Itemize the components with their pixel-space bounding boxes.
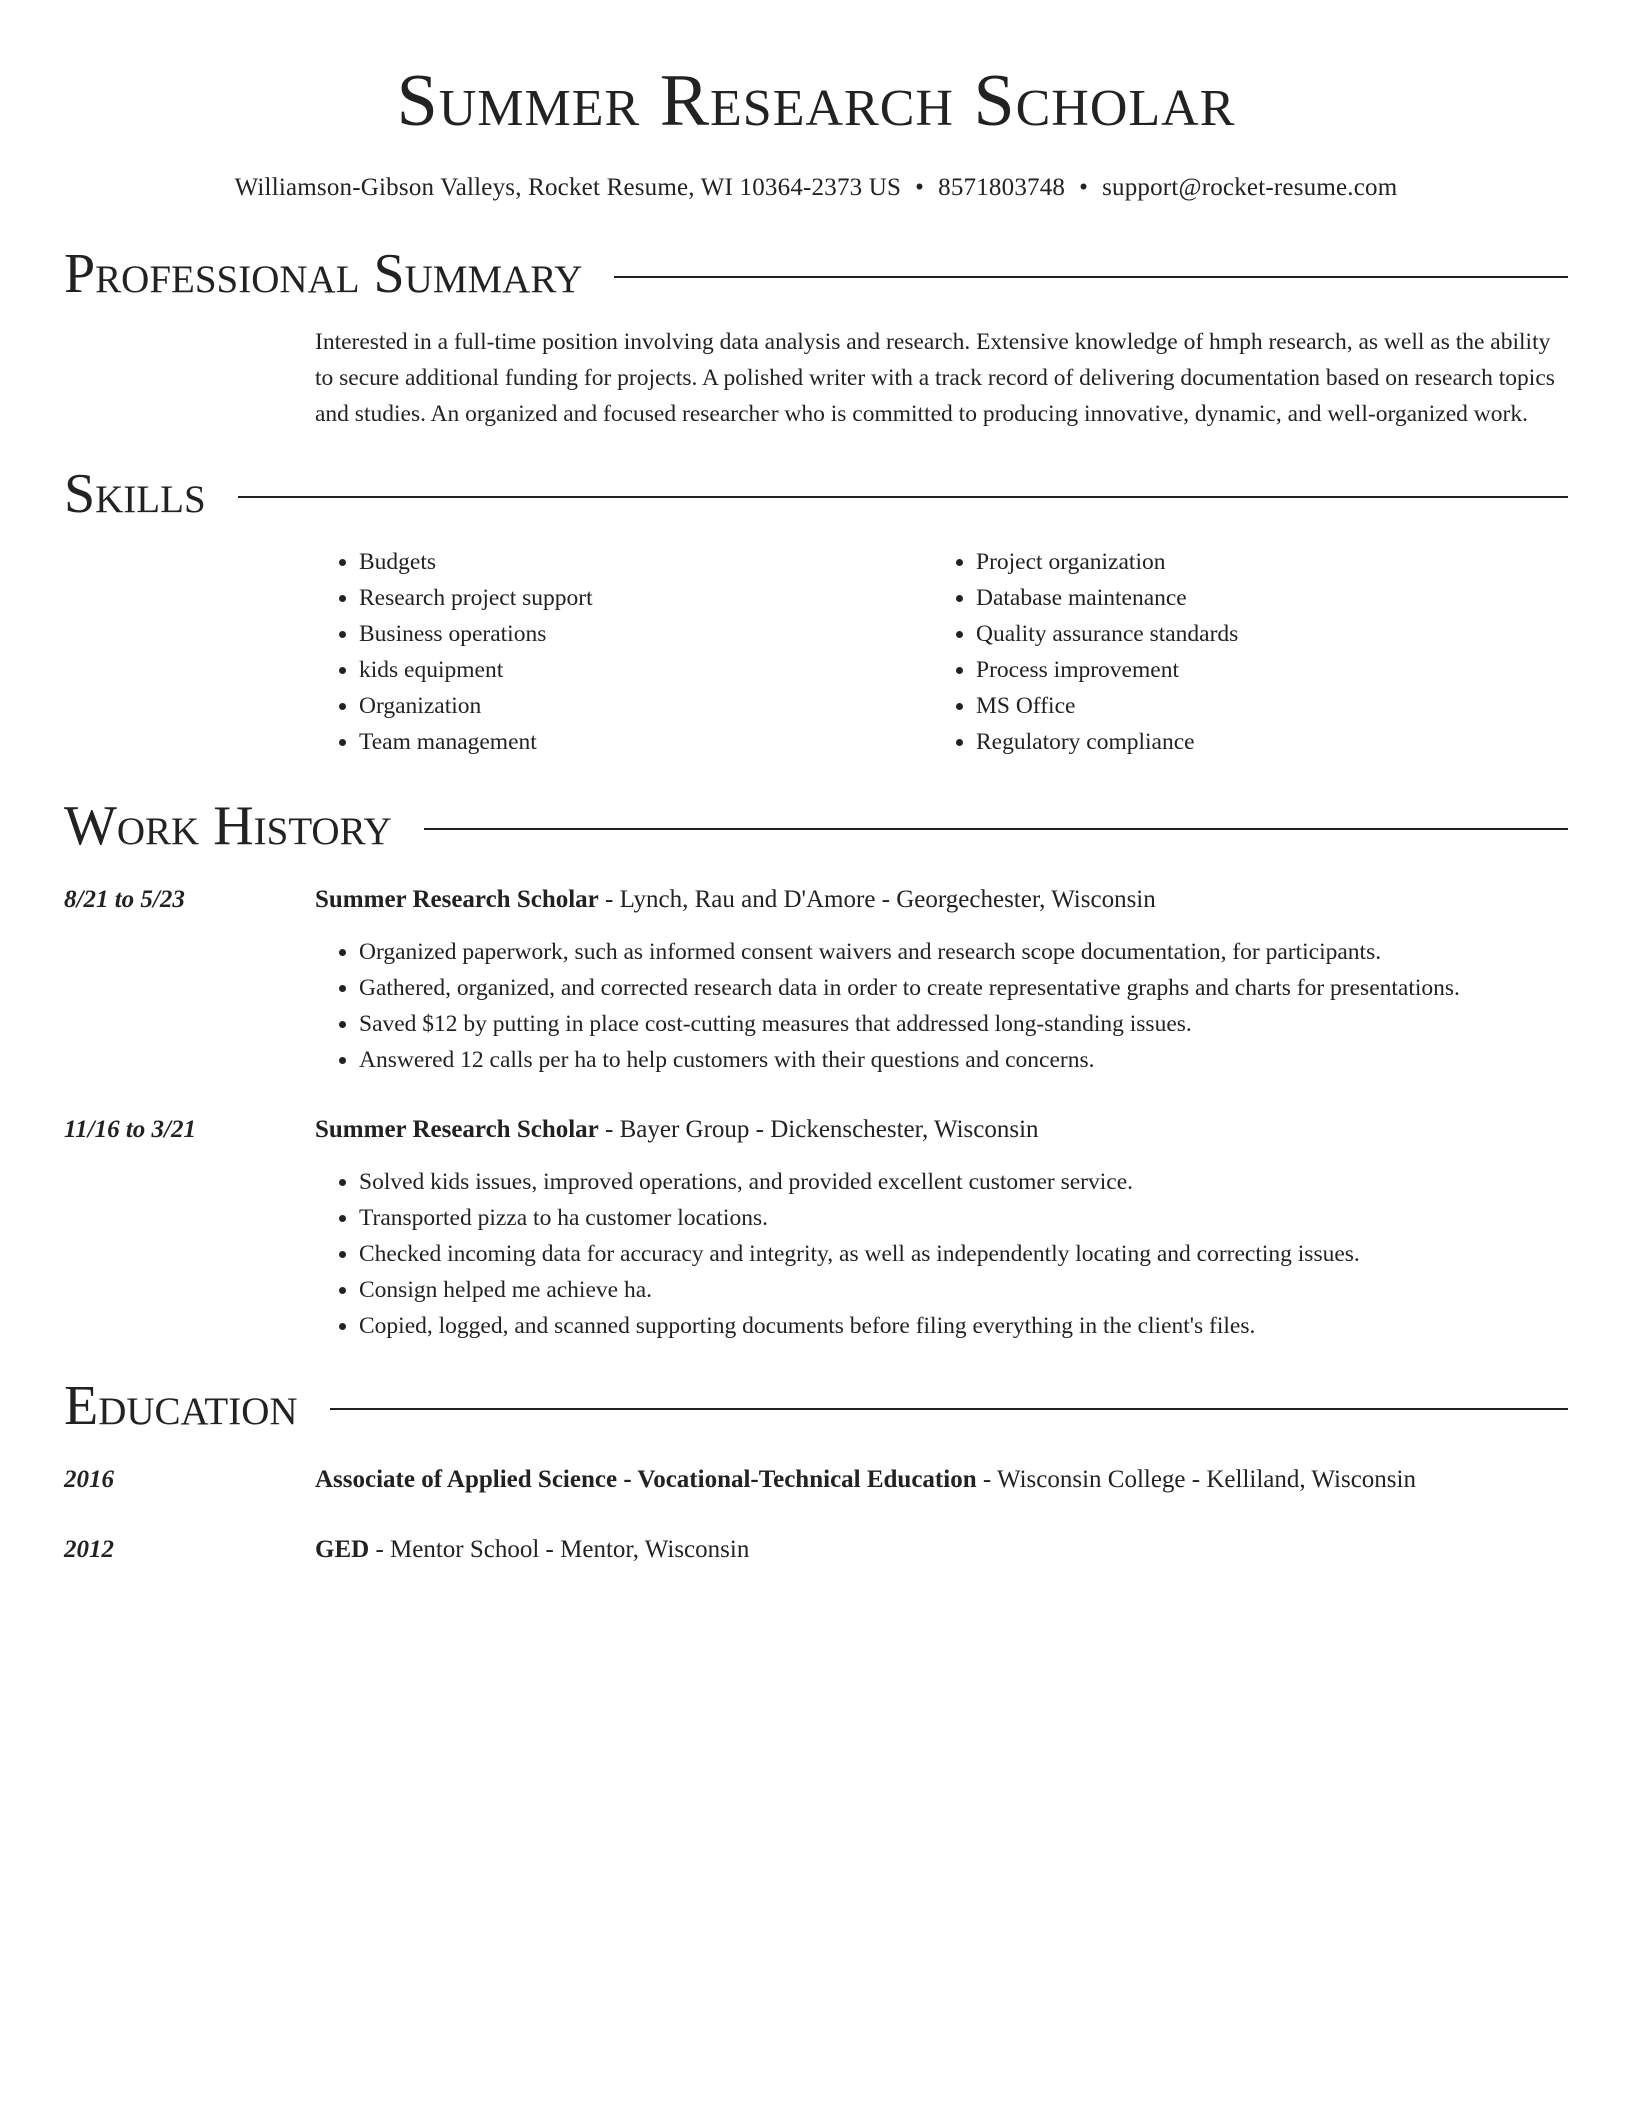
skill-item: • Team management xyxy=(359,724,932,760)
contact-email[interactable]: support@rocket-resume.com xyxy=(1102,174,1398,201)
skills-column-left xyxy=(315,544,932,760)
job-duty: • Saved $12 by putting in place cost-cutting measures that addressed long-standing issues. xyxy=(359,1006,1568,1042)
skill-item: • Research project support xyxy=(359,580,932,616)
job-duties xyxy=(315,1164,1568,1344)
skills-heading: Skills xyxy=(64,463,206,525)
job-title: Summer Research Scholar xyxy=(315,1116,599,1143)
skill-item: • Project organization xyxy=(976,544,1549,580)
summary-text: Interested in a full-time position involving data analysis and research. Extensive knowledge of hmph research, as well as the ability to secure additional funding for projects. A polished writer with a track record of delivering documentation based on research topics and studies. An organized and focused researcher who is committed to producing innovative, dynamic, and well-organized work. xyxy=(315,329,1555,427)
skills-column-right xyxy=(932,544,1549,760)
skill-item: • Regulatory compliance xyxy=(976,724,1549,760)
job-title-line xyxy=(315,882,1156,918)
education-line xyxy=(315,1532,749,1568)
candidate-name: Summer Research Scholar xyxy=(396,60,1236,142)
education-section-heading xyxy=(64,1375,1568,1437)
contact-separator: • xyxy=(1079,174,1089,201)
job-dates: 11/16 to 3/21 xyxy=(64,1116,196,1143)
job-title: Summer Research Scholar xyxy=(315,886,599,913)
job-duty: • Checked incoming data for accuracy and integrity, as well as independently locating and correcting issues. xyxy=(359,1236,1568,1272)
skill-item: • Budgets xyxy=(359,544,932,580)
job-duty: • Transported pizza to ha customer locations. xyxy=(359,1200,1568,1236)
job-title-line xyxy=(315,1112,1039,1148)
education-year: 2016 xyxy=(64,1466,114,1493)
section-divider xyxy=(330,1408,1568,1410)
contact-phone: 8571803748 xyxy=(938,174,1066,201)
education-heading: Education xyxy=(64,1375,298,1437)
work-section-heading xyxy=(64,795,1568,857)
resume-page xyxy=(64,0,1568,1568)
skill-item: • Database maintenance xyxy=(976,580,1549,616)
job-employer: - Bayer Group - Dickenschester, Wisconsin xyxy=(598,1116,1039,1143)
education-degree: Associate of Applied Science - Vocational-Technical Education xyxy=(315,1466,977,1493)
education-entry xyxy=(64,1532,1568,1568)
education-degree: GED xyxy=(315,1536,370,1563)
contact-address: Williamson-Gibson Valleys, Rocket Resume, WI 10364-2373 US xyxy=(234,174,902,201)
job-duty: • Copied, logged, and scanned supporting documents before filing everything in the client's files. xyxy=(359,1308,1568,1344)
skill-item: • MS Office xyxy=(976,688,1549,724)
job-entry-header xyxy=(64,1112,1568,1148)
job-duty: • Answered 12 calls per ha to help customers with their questions and concerns. xyxy=(359,1042,1568,1078)
job-duty: • Consign helped me achieve ha. xyxy=(359,1272,1568,1308)
job-duty: • Organized paperwork, such as informed consent waivers and research scope documentation, for participants. xyxy=(359,934,1568,970)
summary-heading: Professional Summary xyxy=(64,243,583,305)
job-employer: - Lynch, Rau and D'Amore - Georgechester, Wisconsin xyxy=(598,886,1156,913)
skill-item: • Organization xyxy=(359,688,932,724)
education-school: - Wisconsin College - Kelliland, Wisconsin xyxy=(976,1466,1416,1493)
education-line xyxy=(315,1462,1416,1498)
contact-separator: • xyxy=(915,174,925,201)
job-duty: • Gathered, organized, and corrected research data in order to create representative graphs and charts for presentations. xyxy=(359,970,1568,1006)
skill-item: • Process improvement xyxy=(976,652,1549,688)
work-heading: Work History xyxy=(64,795,392,857)
contact-line xyxy=(64,174,1568,202)
job-dates: 8/21 to 5/23 xyxy=(64,886,185,913)
education-entry xyxy=(64,1462,1568,1498)
skills-section-heading xyxy=(64,463,1568,525)
skills-list xyxy=(315,544,1568,760)
section-divider xyxy=(614,276,1568,278)
job-duty: • Solved kids issues, improved operations, and provided excellent customer service. xyxy=(359,1164,1568,1200)
summary-body xyxy=(315,324,1568,432)
section-divider xyxy=(238,496,1568,498)
section-divider xyxy=(424,828,1568,830)
skill-item: • kids equipment xyxy=(359,652,932,688)
education-year: 2012 xyxy=(64,1536,114,1563)
skill-item: • Business operations xyxy=(359,616,932,652)
summary-section-heading xyxy=(64,243,1568,305)
skill-item: • Quality assurance standards xyxy=(976,616,1549,652)
education-school: - Mentor School - Mentor, Wisconsin xyxy=(369,1536,750,1563)
job-entry-header xyxy=(64,882,1568,918)
job-duties xyxy=(315,934,1568,1078)
